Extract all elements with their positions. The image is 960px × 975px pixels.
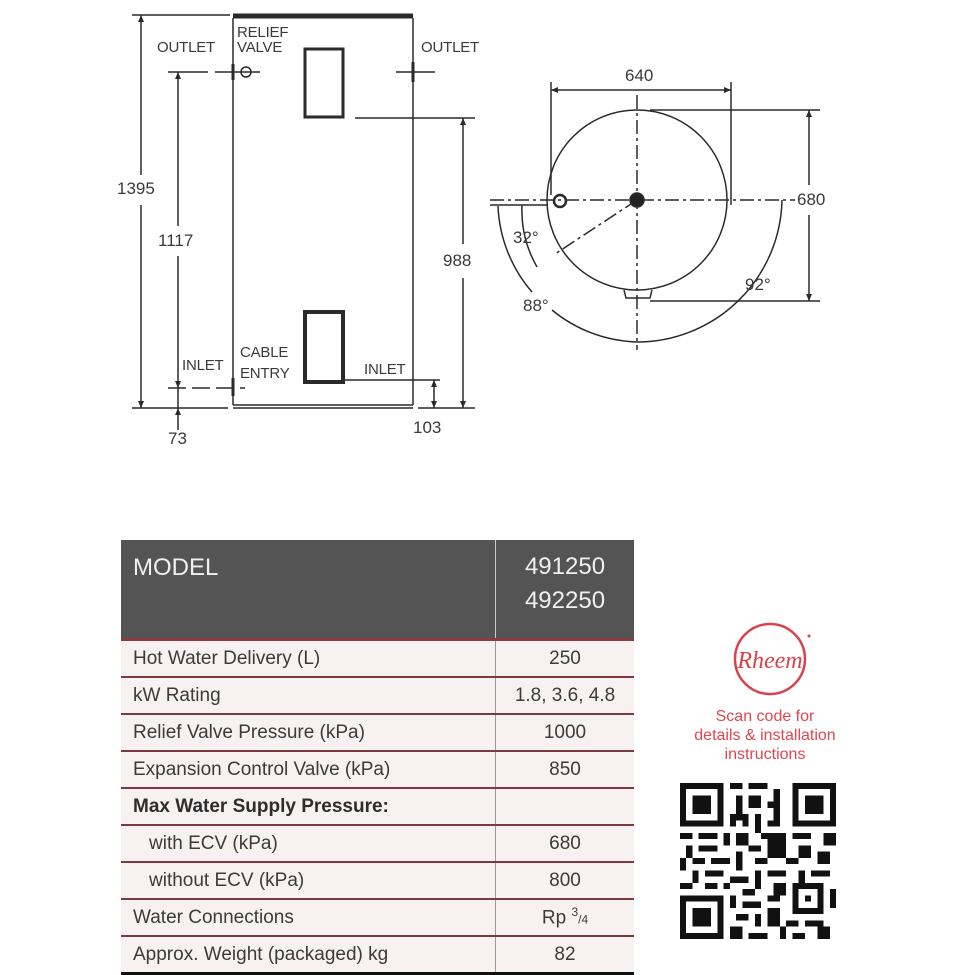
rheem-brand-text: Rheem (737, 648, 803, 674)
row-value: 680 (496, 825, 635, 862)
scan-line-3: instructions (724, 746, 806, 763)
angle-left-label: 88° (523, 296, 549, 315)
relief-valve-label-line1: RELIEF (237, 24, 289, 41)
row-label: kW Rating (121, 677, 496, 714)
dimension-outlet-height: 1117 (158, 231, 194, 250)
dimension-overall-height: 1395 (117, 179, 155, 198)
table-row (121, 825, 634, 862)
rheem-logo-icon (680, 622, 860, 700)
row-value: 1.8, 3.6, 4.8 (496, 677, 635, 714)
dimension-width: 640 (625, 66, 654, 85)
table-row (121, 677, 634, 714)
scan-line-1: Scan code for (715, 708, 815, 725)
rheem-logo (680, 622, 860, 705)
dimension-element-height: 988 (443, 251, 472, 270)
row-label: Expansion Control Valve (kPa) (121, 751, 496, 788)
row-value (496, 899, 635, 936)
table-row (121, 862, 634, 899)
row-value: 850 (496, 751, 635, 788)
cable-entry-label-line1: CABLE (240, 344, 289, 361)
angle-right-label: 92° (745, 275, 771, 294)
row-value (496, 788, 635, 825)
dimension-inlet-right: 103 (413, 418, 442, 437)
table-row-section (121, 788, 634, 825)
dimension-inlet-left: 73 (168, 429, 187, 448)
scan-instructions (670, 707, 860, 764)
table-row (121, 640, 634, 678)
row-label: without ECV (kPa) (121, 862, 496, 899)
row-value: 250 (496, 640, 635, 678)
inlet-right-label: INLET (364, 361, 406, 378)
outlet-left-label: OUTLET (157, 39, 215, 56)
outlet-right-label: OUTLET (421, 39, 479, 56)
scan-line-2: details & installation (694, 727, 836, 744)
fraction-denominator: /4 (578, 912, 589, 927)
model-numbers (496, 540, 635, 640)
model-header-label: MODEL (121, 540, 496, 640)
row-label: Relief Valve Pressure (kPa) (121, 714, 496, 751)
technical-drawing (0, 0, 960, 470)
spec-table (121, 540, 634, 975)
row-value: 82 (496, 936, 635, 974)
row-label: Water Connections (121, 899, 496, 936)
row-value: 1000 (496, 714, 635, 751)
dimension-depth: 680 (797, 190, 826, 209)
inlet-left-label: INLET (182, 357, 224, 374)
cable-entry-label-line2: ENTRY (240, 365, 290, 382)
connection-type: Rp (541, 907, 572, 929)
fraction-numerator: 3 (571, 905, 579, 920)
qr-code-icon (680, 783, 836, 939)
row-label: Hot Water Delivery (L) (121, 640, 496, 678)
row-value: 800 (496, 862, 635, 899)
qr-code[interactable] (680, 783, 836, 939)
model-number-2: 492250 (524, 587, 606, 614)
table-row (121, 751, 634, 788)
row-label: Max Water Supply Pressure: (121, 788, 496, 825)
spec-table-header (121, 540, 634, 640)
model-number-1: 491250 (524, 553, 606, 580)
relief-valve-label-line2: VALVE (237, 39, 283, 56)
row-label: Approx. Weight (packaged) kg (121, 936, 496, 974)
table-row (121, 936, 634, 974)
table-row (121, 899, 634, 936)
table-row (121, 714, 634, 751)
angle-small-label: 32° (513, 228, 539, 247)
row-label: with ECV (kPa) (121, 825, 496, 862)
dimension-lines (0, 0, 960, 470)
